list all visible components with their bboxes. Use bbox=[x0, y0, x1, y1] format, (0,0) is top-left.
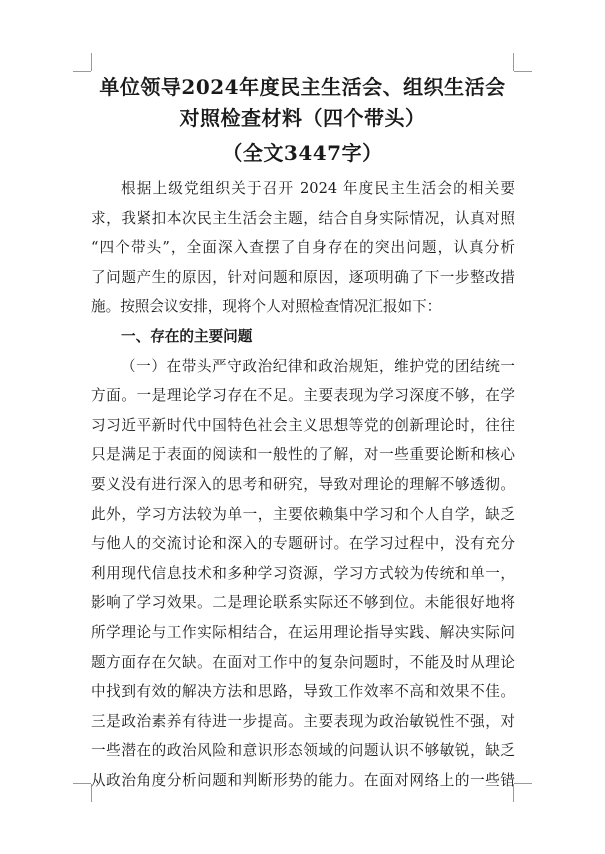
paragraph-line: 求，我紧扣本次民主生活会主题，结合自身实际情况，认真对照 bbox=[91, 209, 515, 227]
document-subtitle: 对照检查材料（四个带头） bbox=[179, 106, 426, 130]
paragraph-line: 要义没有进行深入的思考和研究，导致对理论的理解不够透彻。 bbox=[91, 475, 515, 493]
document-word-count: （全文3447字） bbox=[222, 141, 383, 165]
paragraph-line: 与他人的交流讨论和深入的专题研讨。在学习过程中，没有充分 bbox=[91, 535, 515, 553]
paragraph-line: 方面。一是理论学习存在不足。主要表现为学习深度不够，在学 bbox=[91, 387, 515, 405]
crop-mark-top-left bbox=[91, 53, 92, 71]
paragraph-line: （一）在带头严守政治纪律和政治规矩，维护党的团结统一 bbox=[121, 357, 515, 375]
crop-mark-top-left bbox=[73, 71, 91, 72]
paragraph-line: 一些潜在的政治风险和意识形态领域的问题认识不够敏锐，缺乏 bbox=[91, 742, 515, 760]
crop-mark-bottom-left bbox=[73, 783, 91, 784]
paragraph-line: 所学理论与工作实际相结合，在运用理论指导实践、解决实际问 bbox=[91, 623, 515, 641]
crop-mark-top-right bbox=[514, 71, 532, 72]
section-heading: 一、存在的主要问题 bbox=[121, 327, 253, 345]
paragraph-line: 从政治角度分析问题和判断形势的能力。在面对网络上的一些错 bbox=[91, 771, 515, 789]
paragraph-line: 三是政治素养有待进一步提高。主要表现为政治敏锐性不强，对 bbox=[91, 712, 515, 730]
paragraph-line: “四个带头”，全面深入查摆了自身存在的突出问题，认真分析 bbox=[91, 239, 515, 257]
paragraph-line: 施。按照会议安排，现将个人对照检查情况汇报如下： bbox=[91, 298, 442, 316]
crop-mark-bottom-right bbox=[514, 783, 532, 784]
paragraph-line: 习习近平新时代中国特色社会主义思想等党的创新理论时，往往 bbox=[91, 416, 515, 434]
paragraph-line: 根据上级党组织关于召开 2024 年度民主生活会的相关要 bbox=[121, 180, 515, 197]
crop-mark-top-right bbox=[513, 53, 514, 71]
paragraph-line: 了问题产生的原因，针对问题和原因，逐项明确了下一步整改措 bbox=[91, 268, 515, 286]
paragraph-line: 题方面存在欠缺。在面对工作中的复杂问题时，不能及时从理论 bbox=[91, 653, 515, 671]
paragraph-line: 中找到有效的解决方法和思路，导致工作效率不高和效果不佳。 bbox=[91, 683, 515, 701]
document-body bbox=[91, 174, 515, 795]
paragraph-line: 影响了学习效果。二是理论联系实际还不够到位。未能很好地将 bbox=[91, 594, 515, 612]
paragraph-line: 只是满足于表面的阅读和一般性的了解，对一些重要论断和核心 bbox=[91, 446, 515, 464]
paragraph-line: 此外，学习方法较为单一，主要依赖集中学习和个人自学，缺乏 bbox=[91, 505, 515, 523]
paragraph-line: 利用现代信息技术和多种学习资源，学习方式较为传统和单一， bbox=[91, 564, 515, 582]
document-title: 单位领导2024年度民主生活会、组织生活会 bbox=[99, 75, 506, 99]
